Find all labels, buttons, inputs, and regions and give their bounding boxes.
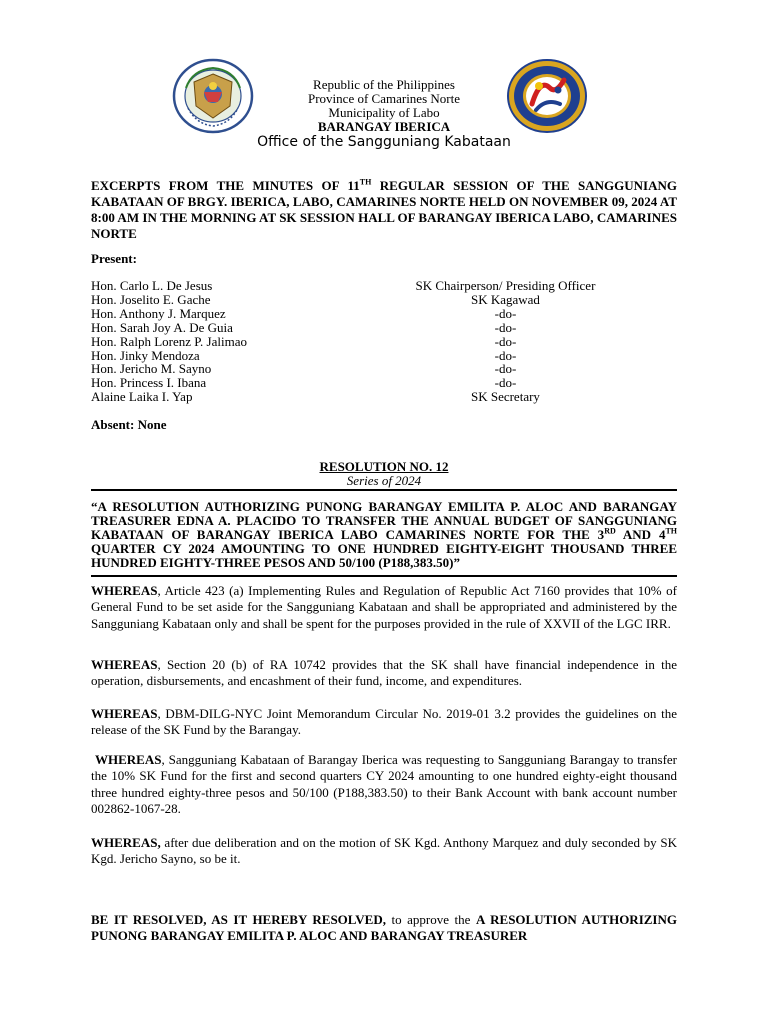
present-label: Present: xyxy=(91,251,137,266)
attendee-role: -do- xyxy=(494,333,517,349)
excerpt-text-part1: EXCERPTS FROM THE MINUTES OF 11 xyxy=(91,178,360,193)
resolution-number: RESOLUTION NO. 12 xyxy=(319,459,449,474)
attendee-role: -do- xyxy=(494,347,517,363)
resolution-title-sup1: RD xyxy=(604,526,616,536)
attendee-row xyxy=(91,349,677,363)
whereas-text: after due deliberation and on the motion of SK Kgd. Anthony Marquez and duly seconded by SK Kgd. Jericho Sayno, so be it. xyxy=(91,835,677,867)
header-province: Province of Camarines Norte xyxy=(308,91,460,106)
letterhead xyxy=(0,78,768,150)
attendee-role: SK Secretary xyxy=(470,389,540,405)
whereas-label: WHEREAS xyxy=(91,583,158,598)
header-office: Office of the Sangguniang Kabataan xyxy=(257,134,511,150)
attendee-row xyxy=(91,293,677,307)
whereas-clause xyxy=(91,706,677,739)
resolution-series: Series of 2024 xyxy=(346,473,422,488)
attendee-name: Alaine Laika I. Yap xyxy=(91,389,193,405)
attendee-name: Hon. Anthony J. Marquez xyxy=(91,305,226,321)
attendee-name: Hon. Princess I. Ibana xyxy=(91,375,207,391)
resolved-label: BE IT RESOLVED, AS IT HEREBY RESOLVED, xyxy=(91,912,386,927)
whereas-text: , Article 423 (a) Implementing Rules and Regulation of Republic Act 7160 provides that 10% of General Fund to be set aside for the Sangguniang Kabataan and shall be appropriated and administered by the Sangguniang Kabataan only and shall be spent for the purposes provided in the rule of XXVII of the LGC IRR. xyxy=(91,583,677,631)
attendee-role: -do- xyxy=(494,305,517,321)
attendee-row xyxy=(91,362,677,376)
attendee-name: Hon. Jinky Mendoza xyxy=(91,347,200,363)
attendee-name: Hon. Jericho M. Sayno xyxy=(91,361,212,377)
resolution-title-sup2: TH xyxy=(665,526,678,536)
minutes-excerpt-title xyxy=(91,178,677,242)
resolved-clause xyxy=(91,912,677,945)
attendee-name: Hon. Joselito E. Gache xyxy=(91,291,211,307)
whereas-text: , Section 20 (b) of RA 10742 provides that the SK shall have financial independence in the operation, disbursements, and encashment of their fund, income, and expenditures. xyxy=(91,657,677,689)
attendee-name: Hon. Sarah Joy A. De Guia xyxy=(91,319,233,335)
absent-line: Absent: None xyxy=(91,417,167,432)
attendee-row xyxy=(91,279,677,293)
whereas-clause xyxy=(91,752,677,818)
resolution-title-part3: QUARTER CY 2024 AMOUNTING TO ONE HUNDRED EIGHTY-EIGHT THOUSAND THREE HUNDRED EIGHTY-THREE PESOS AND 50/100 (P188,383.50)” xyxy=(91,541,677,570)
attendee-row xyxy=(91,376,677,390)
attendee-role: -do- xyxy=(494,319,517,335)
whereas-text: , DBM-DILG-NYC Joint Memorandum Circular No. 2019-01 3.2 provides the guidelines on the release of the SK Fund by the Barangay. xyxy=(91,706,677,738)
whereas-label: WHEREAS xyxy=(95,752,162,767)
excerpt-sup: TH xyxy=(359,177,372,187)
attendee-row xyxy=(91,390,677,404)
resolution-title-part2: AND 4 xyxy=(615,527,666,542)
resolution-title xyxy=(91,500,677,570)
resolved-middle: to approve the xyxy=(385,912,476,927)
whereas-label: WHEREAS xyxy=(91,657,158,672)
whereas-clause xyxy=(91,583,677,632)
whereas-text: , Sangguniang Kabataan of Barangay Iberica was requesting to Sangguniang Barangay to transfer the 10% SK Fund for the first and second quarters CY 2024 amounting to one hundred eighty-eight thousand three hundred eighty-three pesos and 50/100 (P188,383.50) to their Bank Account with bank account number 002862-1067-28. xyxy=(91,752,677,817)
header-republic: Republic of the Philippines xyxy=(313,77,455,92)
whereas-clause xyxy=(91,657,677,690)
attendee-row xyxy=(91,335,677,349)
title-bottom-rule xyxy=(91,575,677,577)
whereas-label: WHEREAS, xyxy=(91,835,161,850)
whereas-label: WHEREAS xyxy=(91,706,158,721)
resolved-bold-tail: A RESOLUTION AUTHORIZING PUNONG BARANGAY EMILITA P. ALOC AND BARANGAY TREASURER xyxy=(91,912,677,944)
whereas-clause xyxy=(91,835,677,868)
attendee-row xyxy=(91,321,677,335)
attendee-name: Hon. Ralph Lorenz P. Jalimao xyxy=(91,333,247,349)
attendee-row xyxy=(91,307,677,321)
resolution-title-part1: “A RESOLUTION AUTHORIZING PUNONG BARANGAY EMILITA P. ALOC AND BARANGAY TREASURER EDNA A. PLACIDO TO TRANSFER THE ANNUAL BUDGET OF SANGGUNIANG KABATAAN OF BARANGAY IBERICA LABO CAMARINES NORTE FOR THE 3 xyxy=(91,499,677,542)
attendee-role: -do- xyxy=(494,375,517,391)
attendee-name: Hon. Carlo L. De Jesus xyxy=(91,278,213,293)
attendee-role: -do- xyxy=(494,361,517,377)
excerpt-text-part2: REGULAR SESSION OF THE SANGGUNIANG KABATAAN OF BRGY. IBERICA, LABO, CAMARINES NORTE HELD ON NOVEMBER 09, 2024 AT 8:00 AM IN THE MORNING AT SK SESSION HALL OF BARANGAY IBERICA LABO, CAMARINES NORTE xyxy=(91,178,678,241)
attendee-list xyxy=(91,279,677,404)
attendee-role: SK Kagawad xyxy=(470,291,540,307)
header-barangay: BARANGAY IBERICA xyxy=(317,119,451,134)
title-top-rule xyxy=(91,489,677,491)
header-municipality: Municipality of Labo xyxy=(328,105,440,120)
attendee-role: SK Chairperson/ Presiding Officer xyxy=(415,278,596,293)
